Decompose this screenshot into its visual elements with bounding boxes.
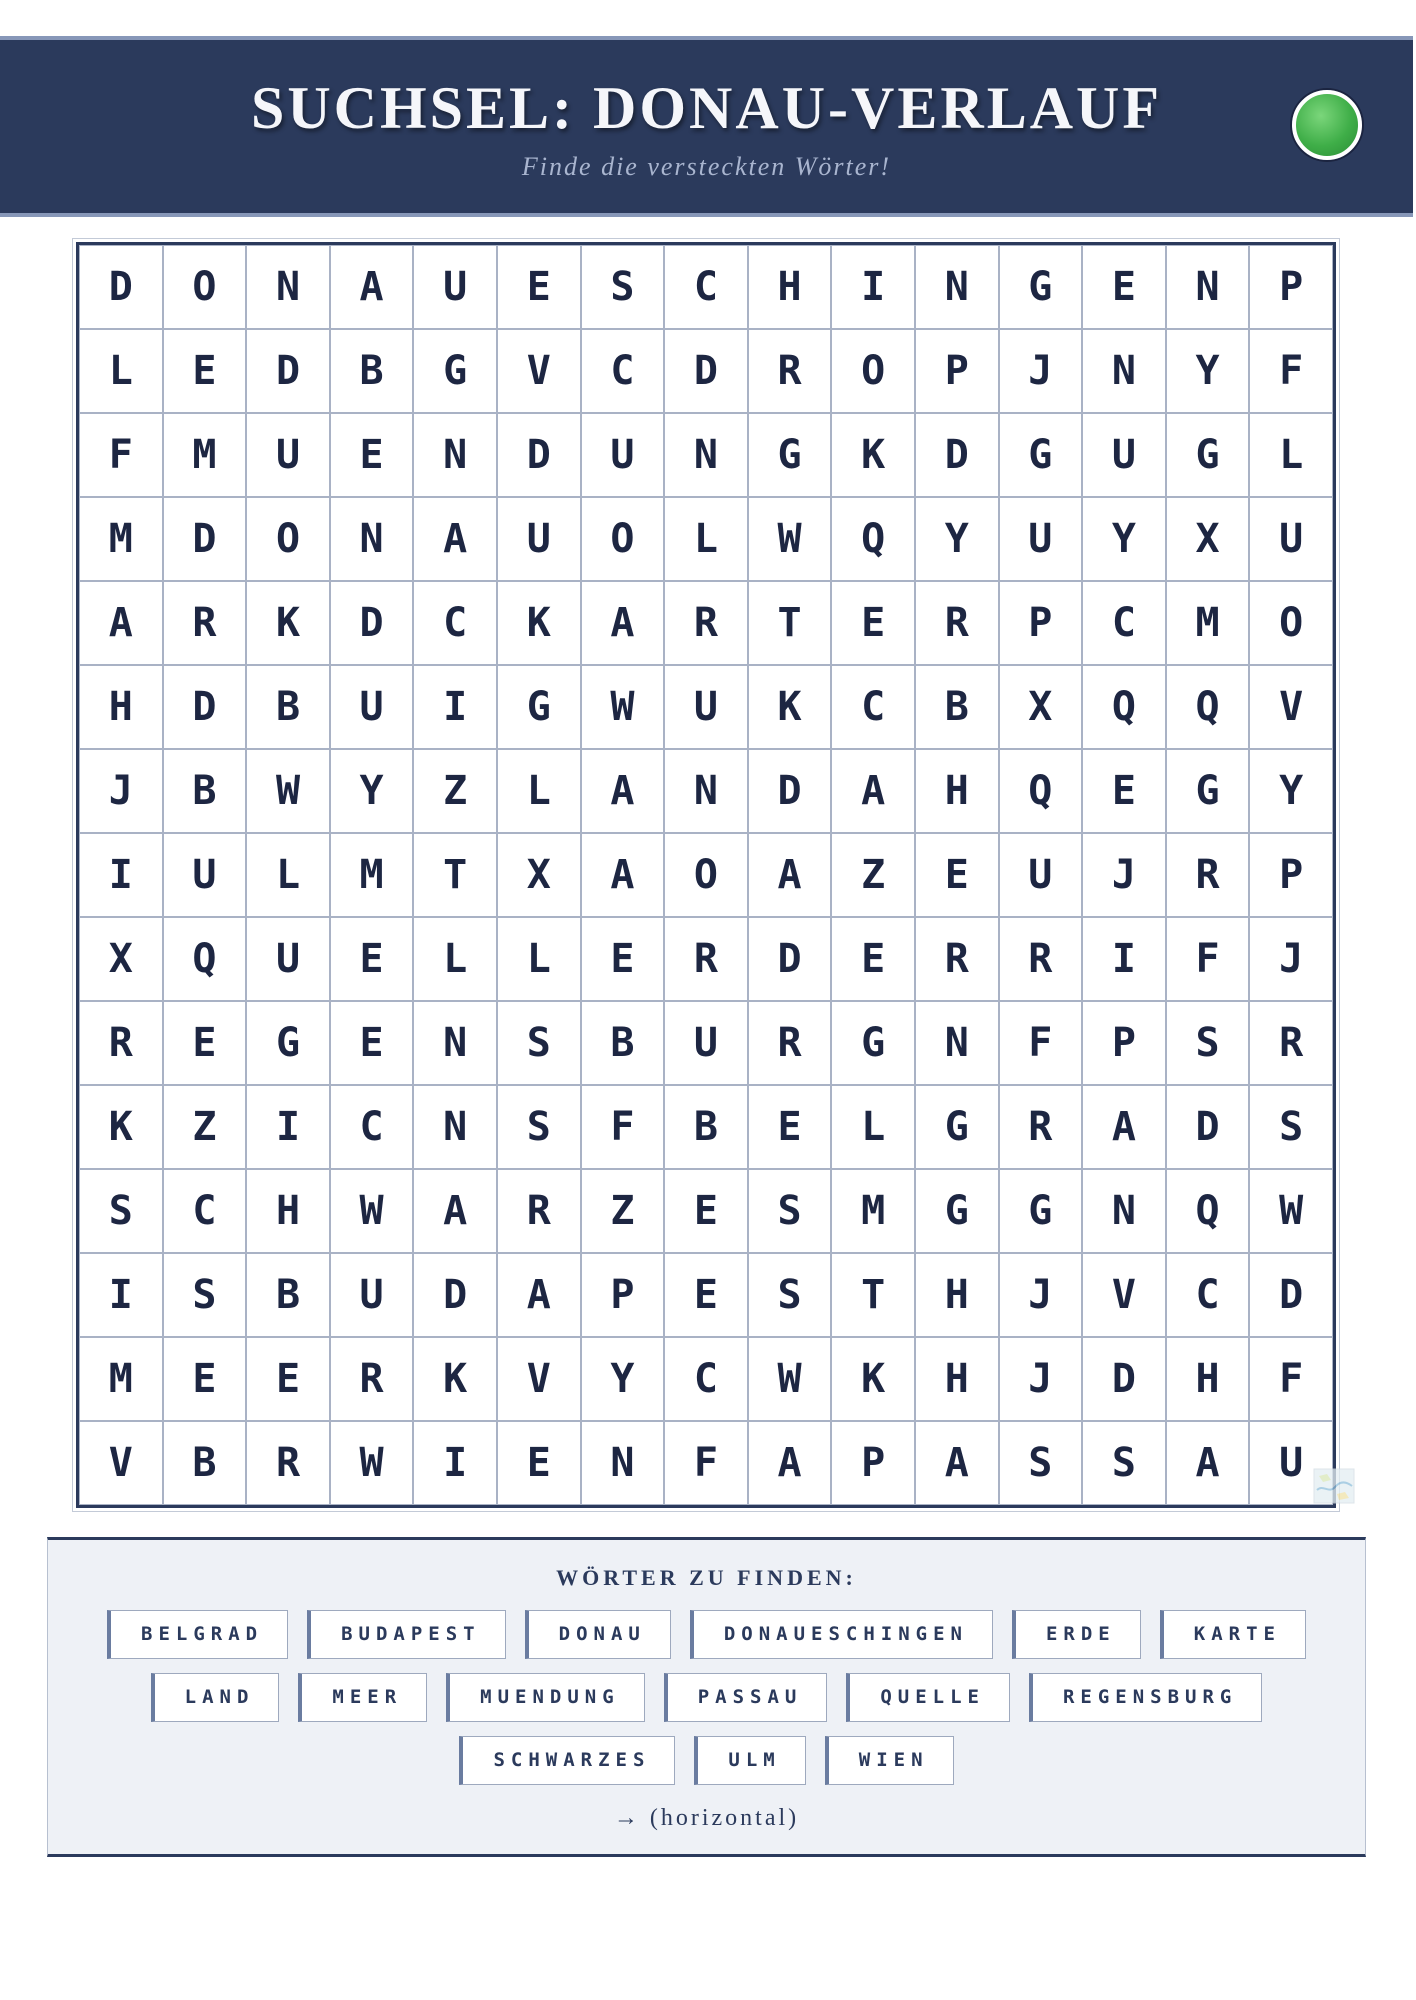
grid-cell-r15c14[interactable]: A xyxy=(1166,1421,1250,1505)
grid-cell-r13c11[interactable]: H xyxy=(915,1253,999,1337)
grid-cell-r13c15[interactable]: D xyxy=(1249,1253,1333,1337)
grid-cell-r7c3[interactable]: W xyxy=(246,749,330,833)
grid-cell-r8c5[interactable]: T xyxy=(413,833,497,917)
grid-cell-r3c6[interactable]: D xyxy=(497,413,581,497)
grid-cell-r3c15[interactable]: L xyxy=(1249,413,1333,497)
grid-cell-r6c10[interactable]: C xyxy=(831,665,915,749)
grid-cell-r1c5[interactable]: U xyxy=(413,245,497,329)
grid-cell-r4c15[interactable]: U xyxy=(1249,497,1333,581)
word-chip-passau: PASSAU xyxy=(664,1673,828,1722)
grid-cell-r14c1[interactable]: M xyxy=(79,1337,163,1421)
grid-cell-r2c6[interactable]: V xyxy=(497,329,581,413)
grid-cell-r11c8[interactable]: B xyxy=(664,1085,748,1169)
word-chip-donau: DONAU xyxy=(525,1610,671,1659)
word-chip-erde: ERDE xyxy=(1012,1610,1141,1659)
grid-cell-r7c13[interactable]: E xyxy=(1082,749,1166,833)
grid-cell-r10c2[interactable]: E xyxy=(163,1001,247,1085)
grid-cell-r12c8[interactable]: E xyxy=(664,1169,748,1253)
grid-cell-r10c12[interactable]: F xyxy=(999,1001,1083,1085)
grid-cell-r7c2[interactable]: B xyxy=(163,749,247,833)
grid-cell-r8c8[interactable]: O xyxy=(664,833,748,917)
grid-cell-r13c6[interactable]: A xyxy=(497,1253,581,1337)
grid-cell-r13c14[interactable]: C xyxy=(1166,1253,1250,1337)
grid-cell-r6c7[interactable]: W xyxy=(581,665,665,749)
grid-cell-r6c5[interactable]: I xyxy=(413,665,497,749)
grid-cell-r15c6[interactable]: E xyxy=(497,1421,581,1505)
word-chip-budapest: BUDAPEST xyxy=(307,1610,506,1659)
grid-cell-r14c2[interactable]: E xyxy=(163,1337,247,1421)
word-chip-row xyxy=(48,1610,1365,1659)
grid-cell-r8c13[interactable]: J xyxy=(1082,833,1166,917)
grid-cell-r1c7[interactable]: S xyxy=(581,245,665,329)
word-chip-land: LAND xyxy=(151,1673,280,1722)
grid-cell-r10c11[interactable]: N xyxy=(915,1001,999,1085)
grid-cell-r5c10[interactable]: E xyxy=(831,581,915,665)
grid-cell-r2c13[interactable]: N xyxy=(1082,329,1166,413)
grid-cell-r7c15[interactable]: Y xyxy=(1249,749,1333,833)
grid-cell-r13c12[interactable]: J xyxy=(999,1253,1083,1337)
grid-cell-r3c13[interactable]: U xyxy=(1082,413,1166,497)
grid-cell-r15c13[interactable]: S xyxy=(1082,1421,1166,1505)
grid-cell-r10c7[interactable]: B xyxy=(581,1001,665,1085)
grid-cell-r14c9[interactable]: W xyxy=(748,1337,832,1421)
grid-cell-r3c11[interactable]: D xyxy=(915,413,999,497)
grid-cell-r1c12[interactable]: G xyxy=(999,245,1083,329)
grid-cell-r9c7[interactable]: E xyxy=(581,917,665,1001)
grid-cell-r7c12[interactable]: Q xyxy=(999,749,1083,833)
grid-cell-r11c15[interactable]: S xyxy=(1249,1085,1333,1169)
grid-cell-r2c4[interactable]: B xyxy=(330,329,414,413)
grid-cell-r3c9[interactable]: G xyxy=(748,413,832,497)
grid-cell-r4c13[interactable]: Y xyxy=(1082,497,1166,581)
grid-cell-r10c8[interactable]: U xyxy=(664,1001,748,1085)
grid-cell-r6c14[interactable]: Q xyxy=(1166,665,1250,749)
grid-cell-r10c1[interactable]: R xyxy=(79,1001,163,1085)
grid-cell-r15c8[interactable]: F xyxy=(664,1421,748,1505)
grid-cell-r4c7[interactable]: O xyxy=(581,497,665,581)
word-chip-ulm: ULM xyxy=(694,1736,805,1785)
grid-cell-r3c1[interactable]: F xyxy=(79,413,163,497)
page-subtitle: Finde die versteckten Wörter! xyxy=(521,152,892,181)
grid-cell-r6c9[interactable]: K xyxy=(748,665,832,749)
grid-cell-r10c10[interactable]: G xyxy=(831,1001,915,1085)
grid-cell-r4c3[interactable]: O xyxy=(246,497,330,581)
grid-cell-r6c6[interactable]: G xyxy=(497,665,581,749)
grid-cell-r11c6[interactable]: S xyxy=(497,1085,581,1169)
grid-cell-r7c11[interactable]: H xyxy=(915,749,999,833)
grid-cell-r15c10[interactable]: P xyxy=(831,1421,915,1505)
grid-cell-r12c10[interactable]: M xyxy=(831,1169,915,1253)
grid-cell-r2c7[interactable]: C xyxy=(581,329,665,413)
grid-cell-r4c6[interactable]: U xyxy=(497,497,581,581)
grid-cell-r2c5[interactable]: G xyxy=(413,329,497,413)
grid-cell-r7c7[interactable]: A xyxy=(581,749,665,833)
grid-cell-r6c8[interactable]: U xyxy=(664,665,748,749)
word-chip-row xyxy=(48,1673,1365,1722)
grid-cell-r2c8[interactable]: D xyxy=(664,329,748,413)
grid-cell-r9c8[interactable]: R xyxy=(664,917,748,1001)
grid-cell-r8c10[interactable]: Z xyxy=(831,833,915,917)
grid-cell-r3c10[interactable]: K xyxy=(831,413,915,497)
grid-cell-r11c14[interactable]: D xyxy=(1166,1085,1250,1169)
word-chip-meer: MEER xyxy=(298,1673,427,1722)
grid-cell-r5c4[interactable]: D xyxy=(330,581,414,665)
grid-cell-r9c5[interactable]: L xyxy=(413,917,497,1001)
grid-cell-r14c5[interactable]: K xyxy=(413,1337,497,1421)
grid-cell-r4c12[interactable]: U xyxy=(999,497,1083,581)
grid-cell-r8c3[interactable]: L xyxy=(246,833,330,917)
grid-cell-r12c1[interactable]: S xyxy=(79,1169,163,1253)
grid-cell-r3c8[interactable]: N xyxy=(664,413,748,497)
grid-cell-r8c12[interactable]: U xyxy=(999,833,1083,917)
grid-cell-r4c1[interactable]: M xyxy=(79,497,163,581)
grid-cell-r8c7[interactable]: A xyxy=(581,833,665,917)
grid-cell-r9c13[interactable]: I xyxy=(1082,917,1166,1001)
grid-cell-r14c13[interactable]: D xyxy=(1082,1337,1166,1421)
grid-cell-r8c1[interactable]: I xyxy=(79,833,163,917)
grid-cell-r7c1[interactable]: J xyxy=(79,749,163,833)
grid-cell-r5c12[interactable]: P xyxy=(999,581,1083,665)
grid-cell-r12c11[interactable]: G xyxy=(915,1169,999,1253)
grid-cell-r2c12[interactable]: J xyxy=(999,329,1083,413)
grid-cell-r14c6[interactable]: V xyxy=(497,1337,581,1421)
grid-cell-r4c14[interactable]: X xyxy=(1166,497,1250,581)
grid-cell-r4c2[interactable]: D xyxy=(163,497,247,581)
grid-cell-r14c12[interactable]: J xyxy=(999,1337,1083,1421)
map-thumbnail-icon xyxy=(1313,1468,1355,1504)
word-chip-regensburg: REGENSBURG xyxy=(1029,1673,1262,1722)
grid-cell-r4c11[interactable]: Y xyxy=(915,497,999,581)
grid-cell-r5c15[interactable]: O xyxy=(1249,581,1333,665)
grid-cell-r13c5[interactable]: D xyxy=(413,1253,497,1337)
grid-cell-r6c13[interactable]: Q xyxy=(1082,665,1166,749)
grid-cell-r11c2[interactable]: Z xyxy=(163,1085,247,1169)
grid-cell-r15c4[interactable]: W xyxy=(330,1421,414,1505)
grid-cell-r5c11[interactable]: R xyxy=(915,581,999,665)
grid-cell-r7c10[interactable]: A xyxy=(831,749,915,833)
grid-cell-r12c15[interactable]: W xyxy=(1249,1169,1333,1253)
grid-cell-r5c14[interactable]: M xyxy=(1166,581,1250,665)
grid-cell-r15c7[interactable]: N xyxy=(581,1421,665,1505)
grid-cell-r15c9[interactable]: A xyxy=(748,1421,832,1505)
grid-cell-r7c6[interactable]: L xyxy=(497,749,581,833)
grid-cell-r14c11[interactable]: H xyxy=(915,1337,999,1421)
grid-cell-r15c12[interactable]: S xyxy=(999,1421,1083,1505)
grid-cell-r15c11[interactable]: A xyxy=(915,1421,999,1505)
grid-cell-r11c9[interactable]: E xyxy=(748,1085,832,1169)
grid-cell-r8c9[interactable]: A xyxy=(748,833,832,917)
word-chip-schwarzes: SCHWARZES xyxy=(459,1736,675,1785)
grid-cell-r7c9[interactable]: D xyxy=(748,749,832,833)
word-list-panel xyxy=(47,1537,1366,1857)
grid-cell-r7c8[interactable]: N xyxy=(664,749,748,833)
grid-cell-r11c7[interactable]: F xyxy=(581,1085,665,1169)
grid-cell-r3c4[interactable]: E xyxy=(330,413,414,497)
grid-cell-r9c2[interactable]: Q xyxy=(163,917,247,1001)
grid-cell-r13c9[interactable]: S xyxy=(748,1253,832,1337)
grid-cell-r13c2[interactable]: S xyxy=(163,1253,247,1337)
grid-cell-r3c2[interactable]: M xyxy=(163,413,247,497)
grid-cell-r8c2[interactable]: U xyxy=(163,833,247,917)
direction-hint: → (horizontal) xyxy=(613,1805,800,1831)
letter-grid xyxy=(76,242,1336,1508)
grid-cell-r5c6[interactable]: K xyxy=(497,581,581,665)
grid-cell-r13c4[interactable]: U xyxy=(330,1253,414,1337)
word-chip-donaueschingen: DONAUESCHINGEN xyxy=(690,1610,993,1659)
grid-cell-r1c14[interactable]: N xyxy=(1166,245,1250,329)
grid-cell-r12c5[interactable]: A xyxy=(413,1169,497,1253)
grid-cell-r1c6[interactable]: E xyxy=(497,245,581,329)
grid-cell-r9c9[interactable]: D xyxy=(748,917,832,1001)
grid-cell-r10c15[interactable]: R xyxy=(1249,1001,1333,1085)
grid-cell-r8c15[interactable]: P xyxy=(1249,833,1333,917)
grid-cell-r2c2[interactable]: E xyxy=(163,329,247,413)
grid-cell-r11c5[interactable]: N xyxy=(413,1085,497,1169)
grid-cell-r13c7[interactable]: P xyxy=(581,1253,665,1337)
grid-cell-r10c4[interactable]: E xyxy=(330,1001,414,1085)
grid-cell-r10c3[interactable]: G xyxy=(246,1001,330,1085)
grid-cell-r2c10[interactable]: O xyxy=(831,329,915,413)
grid-cell-r6c15[interactable]: V xyxy=(1249,665,1333,749)
grid-cell-r15c1[interactable]: V xyxy=(79,1421,163,1505)
grid-cell-r5c7[interactable]: A xyxy=(581,581,665,665)
grid-cell-r1c9[interactable]: H xyxy=(748,245,832,329)
word-chip-quelle: QUELLE xyxy=(846,1673,1010,1722)
word-chip-karte: KARTE xyxy=(1160,1610,1306,1659)
grid-cell-r11c4[interactable]: C xyxy=(330,1085,414,1169)
grid-cell-r5c5[interactable]: C xyxy=(413,581,497,665)
grid-cell-r14c14[interactable]: H xyxy=(1166,1337,1250,1421)
grid-cell-r10c5[interactable]: N xyxy=(413,1001,497,1085)
grid-cell-r7c14[interactable]: G xyxy=(1166,749,1250,833)
grid-cell-r11c13[interactable]: A xyxy=(1082,1085,1166,1169)
grid-cell-r6c3[interactable]: B xyxy=(246,665,330,749)
grid-cell-r15c5[interactable]: I xyxy=(413,1421,497,1505)
grid-cell-r8c14[interactable]: R xyxy=(1166,833,1250,917)
page-header xyxy=(0,36,1413,217)
grid-cell-r12c14[interactable]: Q xyxy=(1166,1169,1250,1253)
grid-cell-r12c7[interactable]: Z xyxy=(581,1169,665,1253)
grid-cell-r2c14[interactable]: Y xyxy=(1166,329,1250,413)
grid-cell-r6c12[interactable]: X xyxy=(999,665,1083,749)
grid-cell-r4c5[interactable]: A xyxy=(413,497,497,581)
grid-cell-r5c1[interactable]: A xyxy=(79,581,163,665)
grid-cell-r12c13[interactable]: N xyxy=(1082,1169,1166,1253)
grid-cell-r14c4[interactable]: R xyxy=(330,1337,414,1421)
word-chip-muendung: MUENDUNG xyxy=(446,1673,645,1722)
grid-cell-r2c3[interactable]: D xyxy=(246,329,330,413)
word-list xyxy=(48,1610,1365,1799)
grid-cell-r9c10[interactable]: E xyxy=(831,917,915,1001)
grid-cell-r5c13[interactable]: C xyxy=(1082,581,1166,665)
green-circle-icon xyxy=(1292,90,1362,160)
grid-cell-r5c2[interactable]: R xyxy=(163,581,247,665)
word-chip-wien: WIEN xyxy=(825,1736,954,1785)
grid-cell-r3c7[interactable]: U xyxy=(581,413,665,497)
grid-cell-r4c9[interactable]: W xyxy=(748,497,832,581)
grid-cell-r9c15[interactable]: J xyxy=(1249,917,1333,1001)
grid-cell-r6c2[interactable]: D xyxy=(163,665,247,749)
grid-cell-r13c1[interactable]: I xyxy=(79,1253,163,1337)
grid-cell-r14c8[interactable]: C xyxy=(664,1337,748,1421)
grid-cell-r12c6[interactable]: R xyxy=(497,1169,581,1253)
grid-cell-r2c11[interactable]: P xyxy=(915,329,999,413)
grid-cell-r12c12[interactable]: G xyxy=(999,1169,1083,1253)
word-list-title: WÖRTER ZU FINDEN: xyxy=(556,1565,857,1590)
grid-cell-r1c10[interactable]: I xyxy=(831,245,915,329)
page-title: SUCHSEL: DONAU-VERLAUF xyxy=(250,75,1163,141)
grid-cell-r5c3[interactable]: K xyxy=(246,581,330,665)
grid-cell-r7c5[interactable]: Z xyxy=(413,749,497,833)
grid-cell-r4c4[interactable]: N xyxy=(330,497,414,581)
grid-cell-r12c9[interactable]: S xyxy=(748,1169,832,1253)
grid-cell-r14c7[interactable]: Y xyxy=(581,1337,665,1421)
grid-cell-r8c4[interactable]: M xyxy=(330,833,414,917)
grid-cell-r15c15[interactable]: U xyxy=(1249,1421,1333,1505)
grid-cell-r13c10[interactable]: T xyxy=(831,1253,915,1337)
grid-cell-r9c6[interactable]: L xyxy=(497,917,581,1001)
word-chip-belgrad: BELGRAD xyxy=(107,1610,288,1659)
grid-cell-r14c3[interactable]: E xyxy=(246,1337,330,1421)
grid-cell-r3c3[interactable]: U xyxy=(246,413,330,497)
grid-cell-r11c1[interactable]: K xyxy=(79,1085,163,1169)
grid-cell-r9c1[interactable]: X xyxy=(79,917,163,1001)
grid-cell-r10c9[interactable]: R xyxy=(748,1001,832,1085)
grid-cell-r12c2[interactable]: C xyxy=(163,1169,247,1253)
grid-cell-r10c14[interactable]: S xyxy=(1166,1001,1250,1085)
grid-cell-r4c8[interactable]: L xyxy=(664,497,748,581)
grid-cell-r2c1[interactable]: L xyxy=(79,329,163,413)
word-chip-row xyxy=(48,1736,1365,1785)
grid-cell-r9c14[interactable]: F xyxy=(1166,917,1250,1001)
grid-cell-r15c2[interactable]: B xyxy=(163,1421,247,1505)
grid-cell-r11c11[interactable]: G xyxy=(915,1085,999,1169)
grid-cell-r12c3[interactable]: H xyxy=(246,1169,330,1253)
grid-cell-r9c4[interactable]: E xyxy=(330,917,414,1001)
grid-cell-r2c15[interactable]: F xyxy=(1249,329,1333,413)
grid-cell-r6c1[interactable]: H xyxy=(79,665,163,749)
grid-cell-r11c12[interactable]: R xyxy=(999,1085,1083,1169)
grid-cell-r14c15[interactable]: F xyxy=(1249,1337,1333,1421)
grid-cell-r6c11[interactable]: B xyxy=(915,665,999,749)
grid-cell-r11c3[interactable]: I xyxy=(246,1085,330,1169)
grid-cell-r9c11[interactable]: R xyxy=(915,917,999,1001)
grid-cell-r11c10[interactable]: L xyxy=(831,1085,915,1169)
grid-cell-r1c8[interactable]: C xyxy=(664,245,748,329)
grid-cell-r3c14[interactable]: G xyxy=(1166,413,1250,497)
grid-cell-r8c6[interactable]: X xyxy=(497,833,581,917)
grid-cell-r1c15[interactable]: P xyxy=(1249,245,1333,329)
grid-cell-r10c13[interactable]: P xyxy=(1082,1001,1166,1085)
grid-cell-r13c3[interactable]: B xyxy=(246,1253,330,1337)
grid-cell-r1c1[interactable]: D xyxy=(79,245,163,329)
grid-cell-r3c12[interactable]: G xyxy=(999,413,1083,497)
grid-cell-r5c8[interactable]: R xyxy=(664,581,748,665)
puzzle-frame xyxy=(72,238,1340,1512)
grid-cell-r13c8[interactable]: E xyxy=(664,1253,748,1337)
grid-cell-r14c10[interactable]: K xyxy=(831,1337,915,1421)
grid-cell-r2c9[interactable]: R xyxy=(748,329,832,413)
grid-cell-r8c11[interactable]: E xyxy=(915,833,999,917)
grid-cell-r4c10[interactable]: Q xyxy=(831,497,915,581)
grid-cell-r1c11[interactable]: N xyxy=(915,245,999,329)
grid-cell-r1c2[interactable]: O xyxy=(163,245,247,329)
grid-cell-r10c6[interactable]: S xyxy=(497,1001,581,1085)
grid-cell-r5c9[interactable]: T xyxy=(748,581,832,665)
grid-cell-r9c3[interactable]: U xyxy=(246,917,330,1001)
grid-cell-r9c12[interactable]: R xyxy=(999,917,1083,1001)
grid-cell-r13c13[interactable]: V xyxy=(1082,1253,1166,1337)
grid-cell-r1c4[interactable]: A xyxy=(330,245,414,329)
grid-cell-r12c4[interactable]: W xyxy=(330,1169,414,1253)
grid-cell-r1c3[interactable]: N xyxy=(246,245,330,329)
grid-cell-r7c4[interactable]: Y xyxy=(330,749,414,833)
grid-cell-r6c4[interactable]: U xyxy=(330,665,414,749)
grid-cell-r15c3[interactable]: R xyxy=(246,1421,330,1505)
grid-cell-r3c5[interactable]: N xyxy=(413,413,497,497)
grid-cell-r1c13[interactable]: E xyxy=(1082,245,1166,329)
